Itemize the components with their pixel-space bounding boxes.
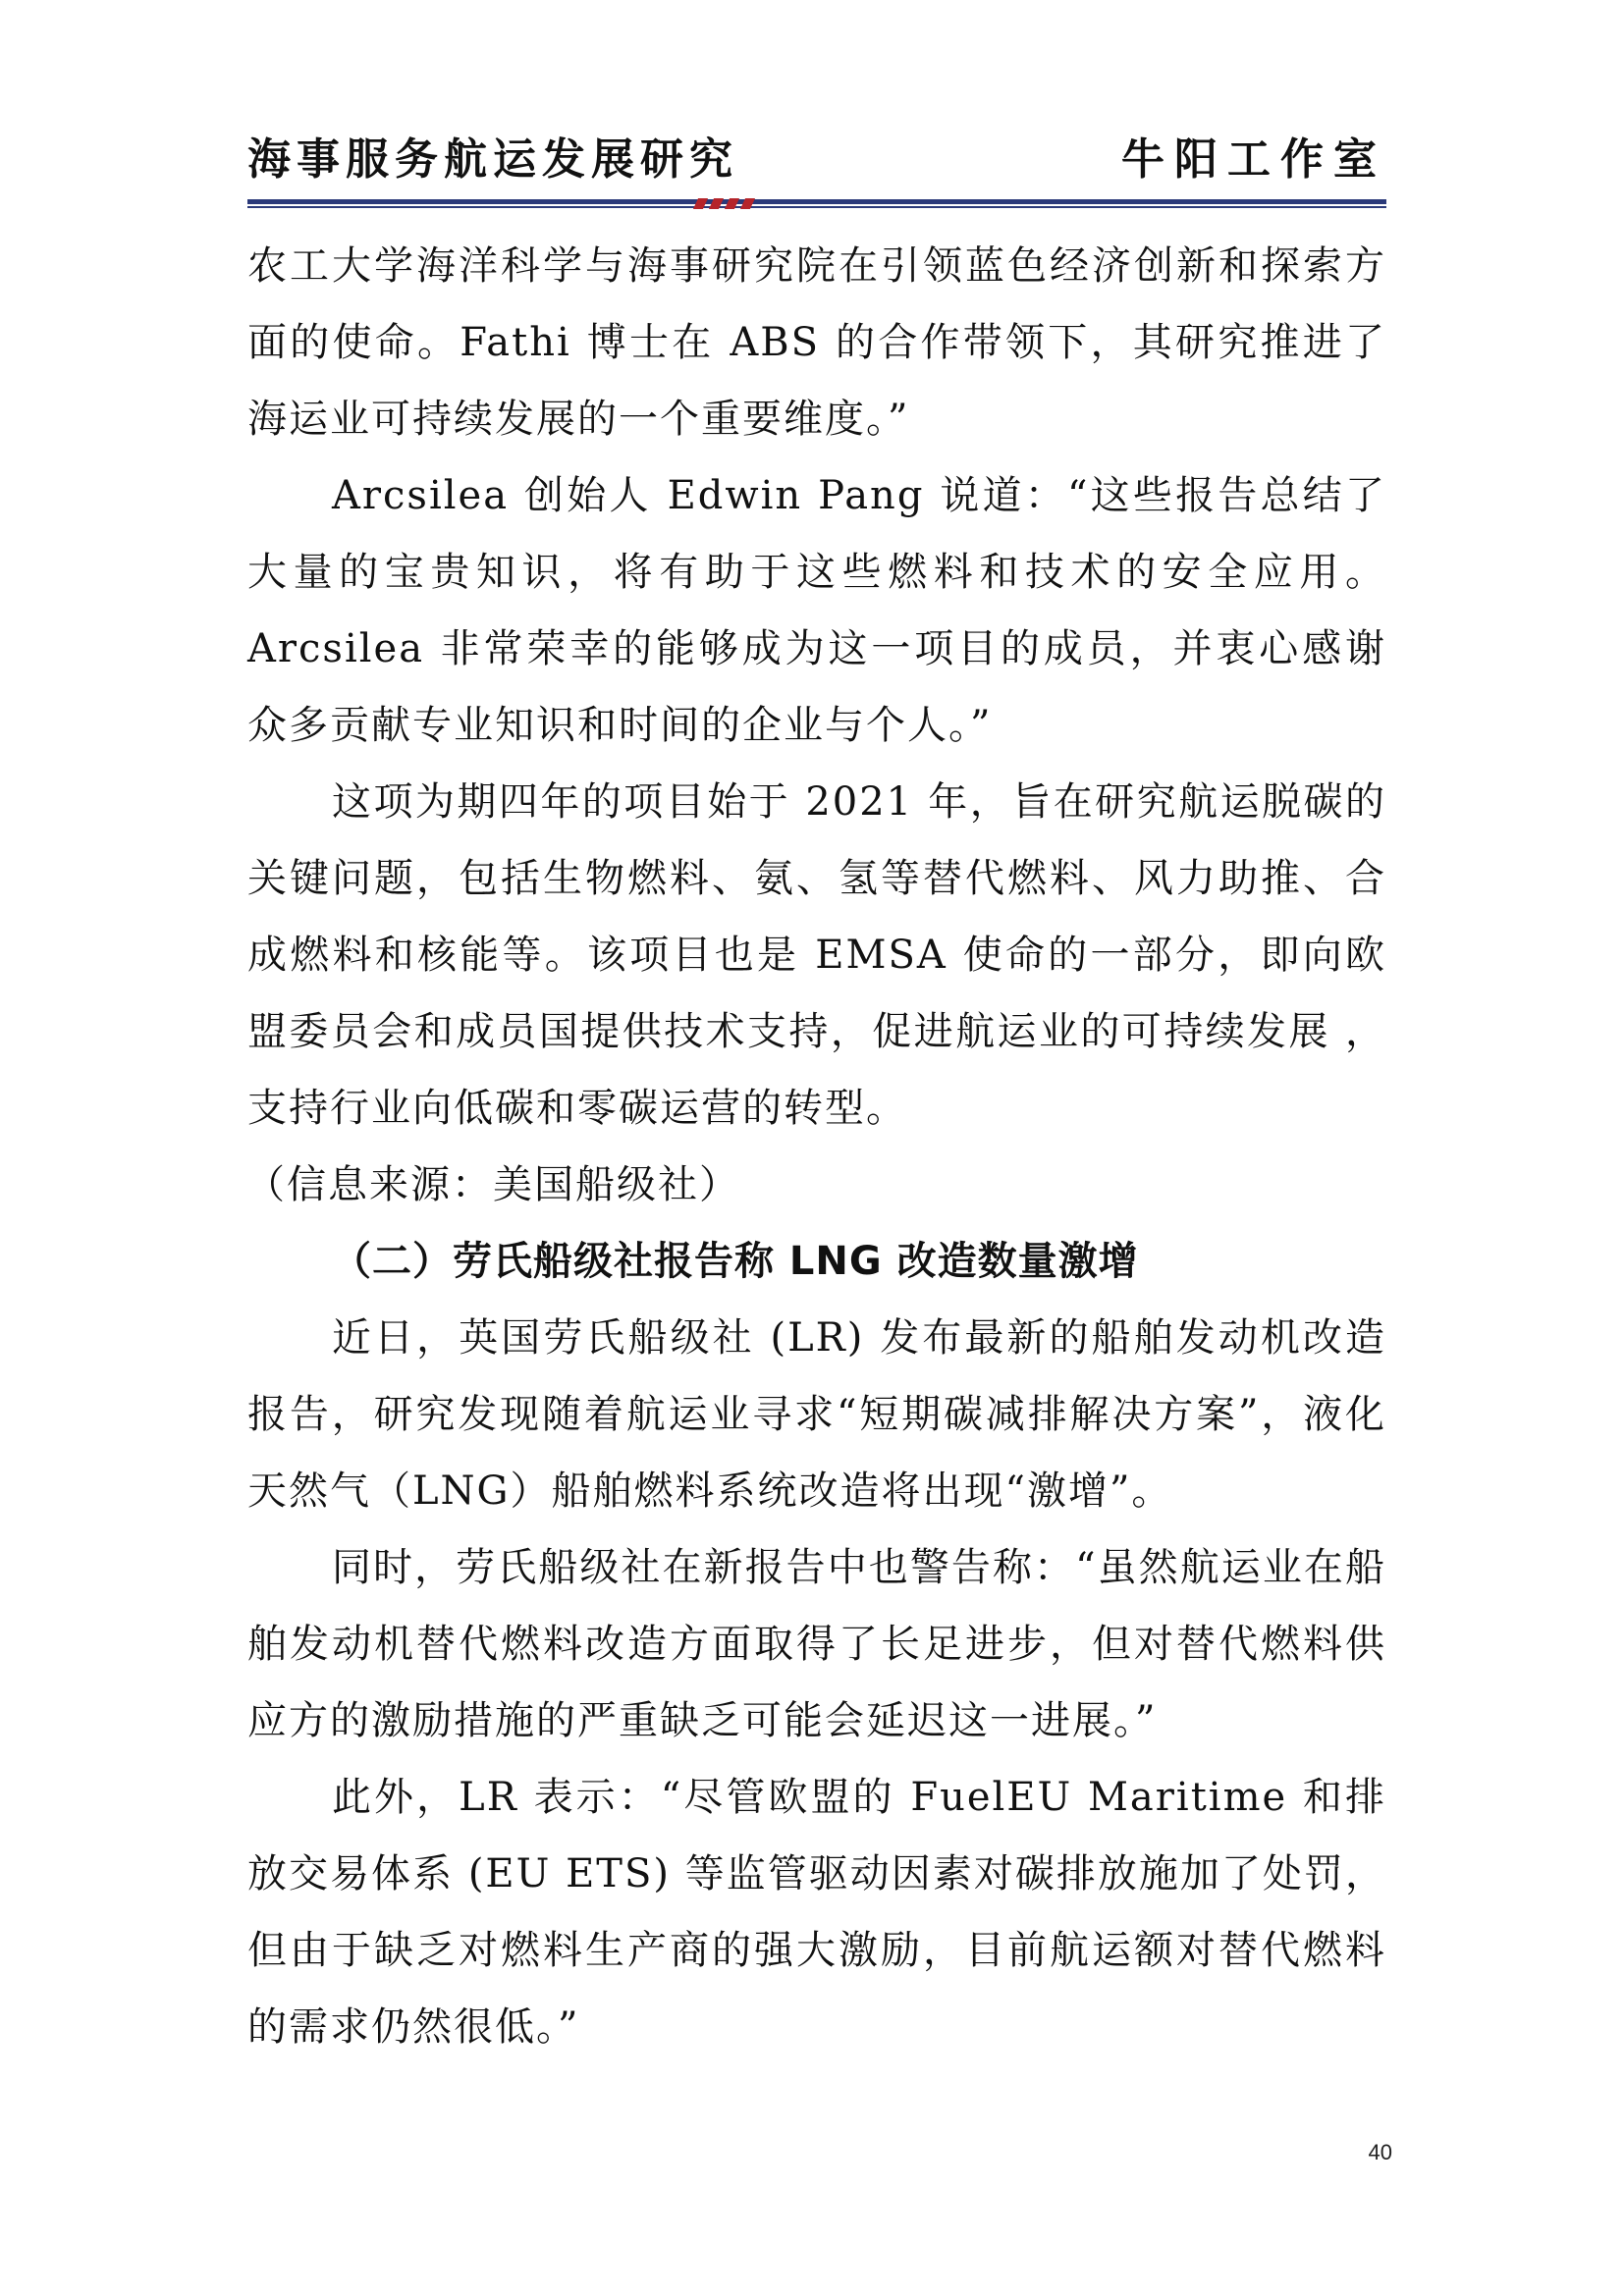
rule-navy-thin-line — [247, 206, 1386, 208]
paragraph-continued: 农工大学海洋科学与海事研究院在引领蓝色经济创新和探索方面的使命。Fathi 博士在 ABS 的合作带领下，其研究推进了海运业可持续发展的一个重要维度。” — [247, 243, 1386, 442]
rule-navy-line — [247, 199, 1386, 204]
paragraph-lr-statement: 此外，LR 表示：“尽管欧盟的 FuelEU Maritime 和排放交易体系 (EU ETS) 等监管驱动因素对碳排放施加了处罚，但由于缺乏对燃料生产商的强大激励，目前航运额对替代燃料的需求仍然很低。” — [247, 1775, 1386, 2050]
paragraph-project-overview: 这项为期四年的项目始于 2021 年，旨在研究航运脱碳的关键问题，包括生物燃料、氨、氢等替代燃料、风力助推、合成燃料和核能等。该项目也是 EMSA 使命的一部分，即向欧盟委员会和成员国提供技术支持，促进航运业的可持续发展 ，支持行业向低碳和零碳运营的转型。 — [247, 779, 1386, 1131]
section-heading: （二）劳氏船级社报告称 LNG 改造数量激增 — [332, 1239, 1139, 1284]
header-title: 海事服务航运发展研究 — [247, 134, 738, 185]
header-rule — [247, 196, 1386, 212]
paragraph-arcsilea-quote: Arcsilea 创始人 Edwin Pang 说道：“这些报告总结了大量的宝贵知识，将有助于这些燃料和技术的安全应用。Arcsilea 非常荣幸的能够成为这一项目的成员，并衷心感谢众多贡献专业知识和时间的企业与个人。” — [247, 473, 1386, 748]
document-body — [247, 228, 1386, 2065]
header-studio-name: 牛阳工作室 — [1121, 134, 1386, 185]
paragraph-lr-report: 近日，英国劳氏船级社 (LR) 发布最新的船舶发动机改造报告，研究发现随着航运业寻求“短期碳减排解决方案”，液化天然气（LNG）船舶燃料系统改造将出现“激增”。 — [247, 1315, 1386, 1514]
header-rule-graphic — [247, 196, 1386, 212]
page-header — [247, 126, 1386, 194]
page-number: 40 — [1368, 2140, 1392, 2164]
source-note: （信息来源：美国船级社） — [245, 1162, 740, 1207]
paragraph-lr-warning: 同时，劳氏船级社在新报告中也警告称：“虽然航运业在船舶发动机替代燃料改造方面取得了长足进步，但对替代燃料供应方的激励措施的严重缺乏可能会延迟这一进展。” — [247, 1545, 1386, 1743]
